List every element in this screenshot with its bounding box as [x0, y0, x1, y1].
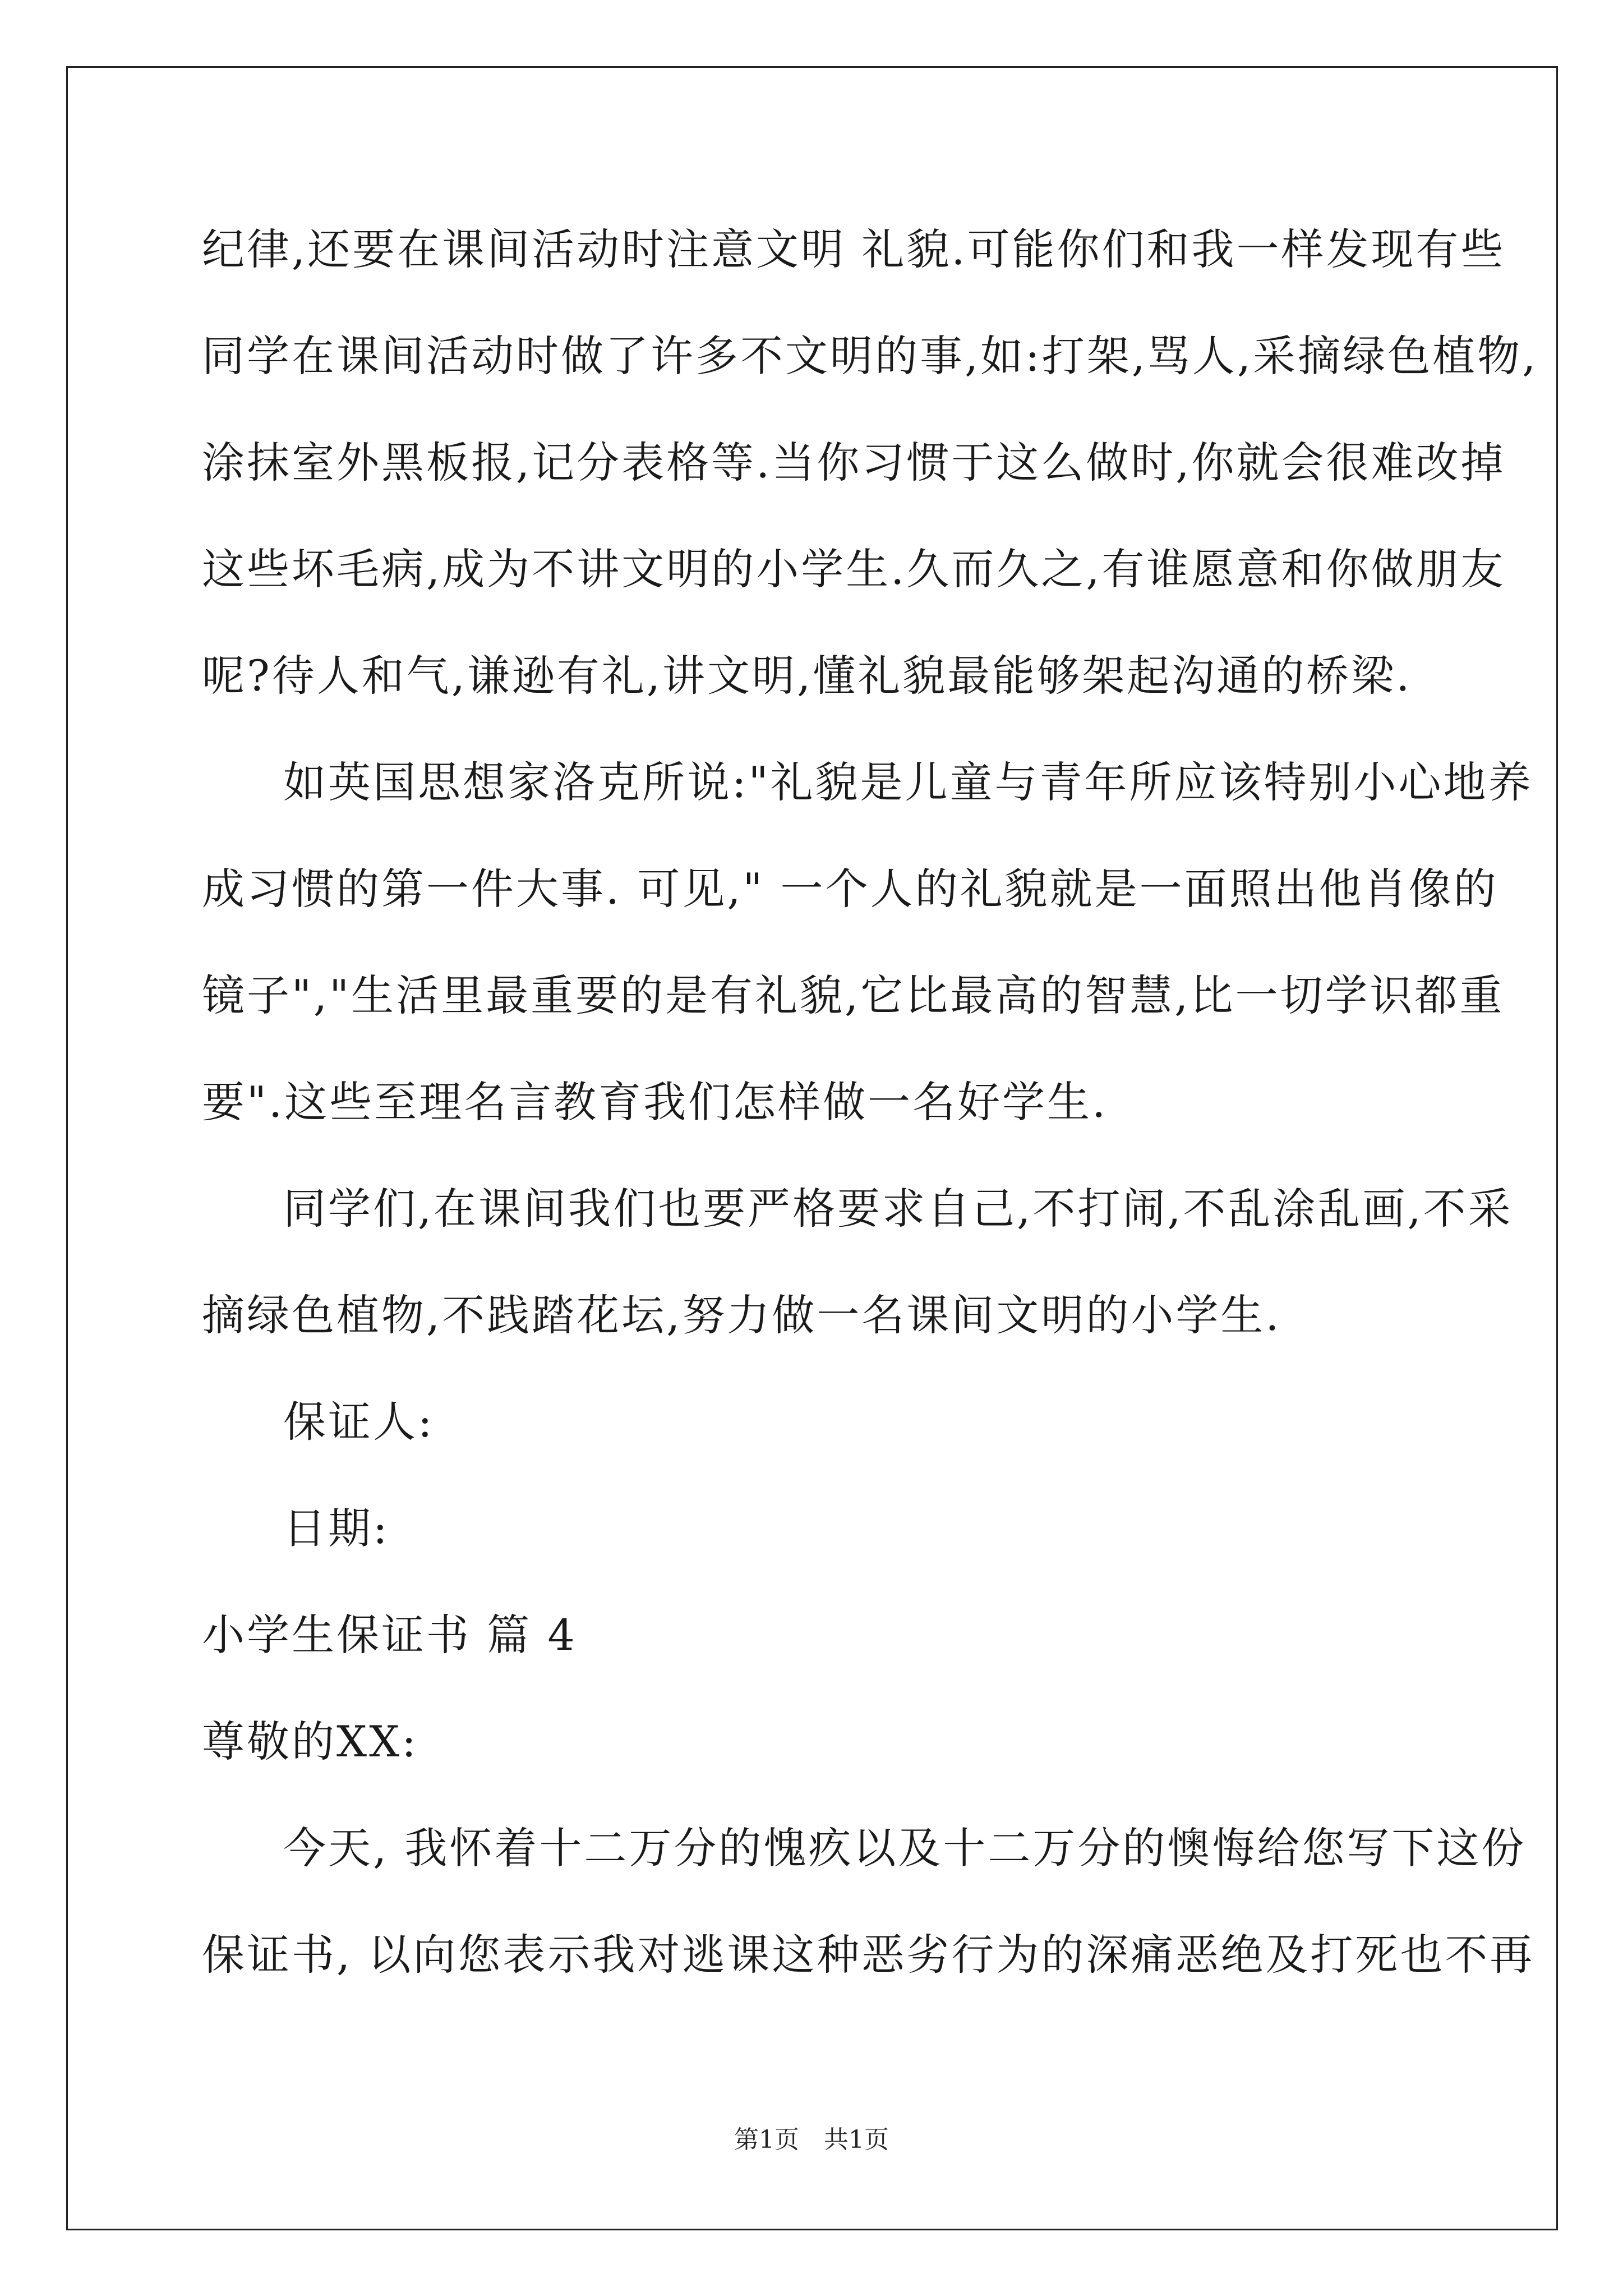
- page-number-footer: 第1页 共1页: [734, 2125, 889, 2154]
- paragraph-line: 同学们,在课间我们也要严格要求自己,不打闹,不乱涂乱画,不采: [283, 1184, 1513, 1234]
- paragraph-line: 同学在课间活动时做了许多不文明的事,如:打架,骂人,采摘绿色植物,: [202, 331, 1538, 381]
- salutation: 尊敬的XX:: [202, 1717, 418, 1766]
- paragraph-line: 纪律,还要在课间活动时注意文明 礼貌.可能你们和我一样发现有些: [202, 224, 1506, 274]
- paragraph-line: 要".这些至理名言教育我们怎样做一名好学生.: [202, 1077, 1108, 1127]
- date-label: 日期:: [283, 1503, 390, 1553]
- page-border: [66, 66, 1558, 2230]
- paragraph-line: 成习惯的第一件大事. 可见," 一个人的礼貌就是一面照出他肖像的: [202, 864, 1498, 914]
- paragraph-line: 摘绿色植物,不践踏花坛,努力做一名课间文明的小学生.: [202, 1290, 1281, 1340]
- guarantor-label: 保证人:: [283, 1397, 435, 1447]
- paragraph-line: 镜子","生活里最重要的是有礼貌,它比最高的智慧,比一切学识都重: [202, 970, 1505, 1020]
- paragraph-line: 如英国思想家洛克所说:"礼貌是儿童与青年所应该特别小心地养: [283, 757, 1533, 807]
- paragraph-line: 今天, 我怀着十二万分的愧疚以及十二万分的懊悔给您写下这份: [283, 1823, 1527, 1873]
- paragraph-line: 这些坏毛病,成为不讲文明的小学生.久而久之,有谁愿意和你做朋友: [202, 544, 1506, 594]
- paragraph-line: 涂抹室外黑板报,记分表格等.当你习惯于这么做时,你就会很难改掉: [202, 438, 1506, 487]
- paragraph-line: 保证书, 以向您表示我对逃课这种恶劣行为的深痛恶绝及打死也不再: [202, 1930, 1535, 1980]
- paragraph-line: 呢?待人和气,谦逊有礼,讲文明,懂礼貌最能够架起沟通的桥梁.: [202, 651, 1412, 701]
- section-heading: 小学生保证书 篇 4: [202, 1610, 577, 1660]
